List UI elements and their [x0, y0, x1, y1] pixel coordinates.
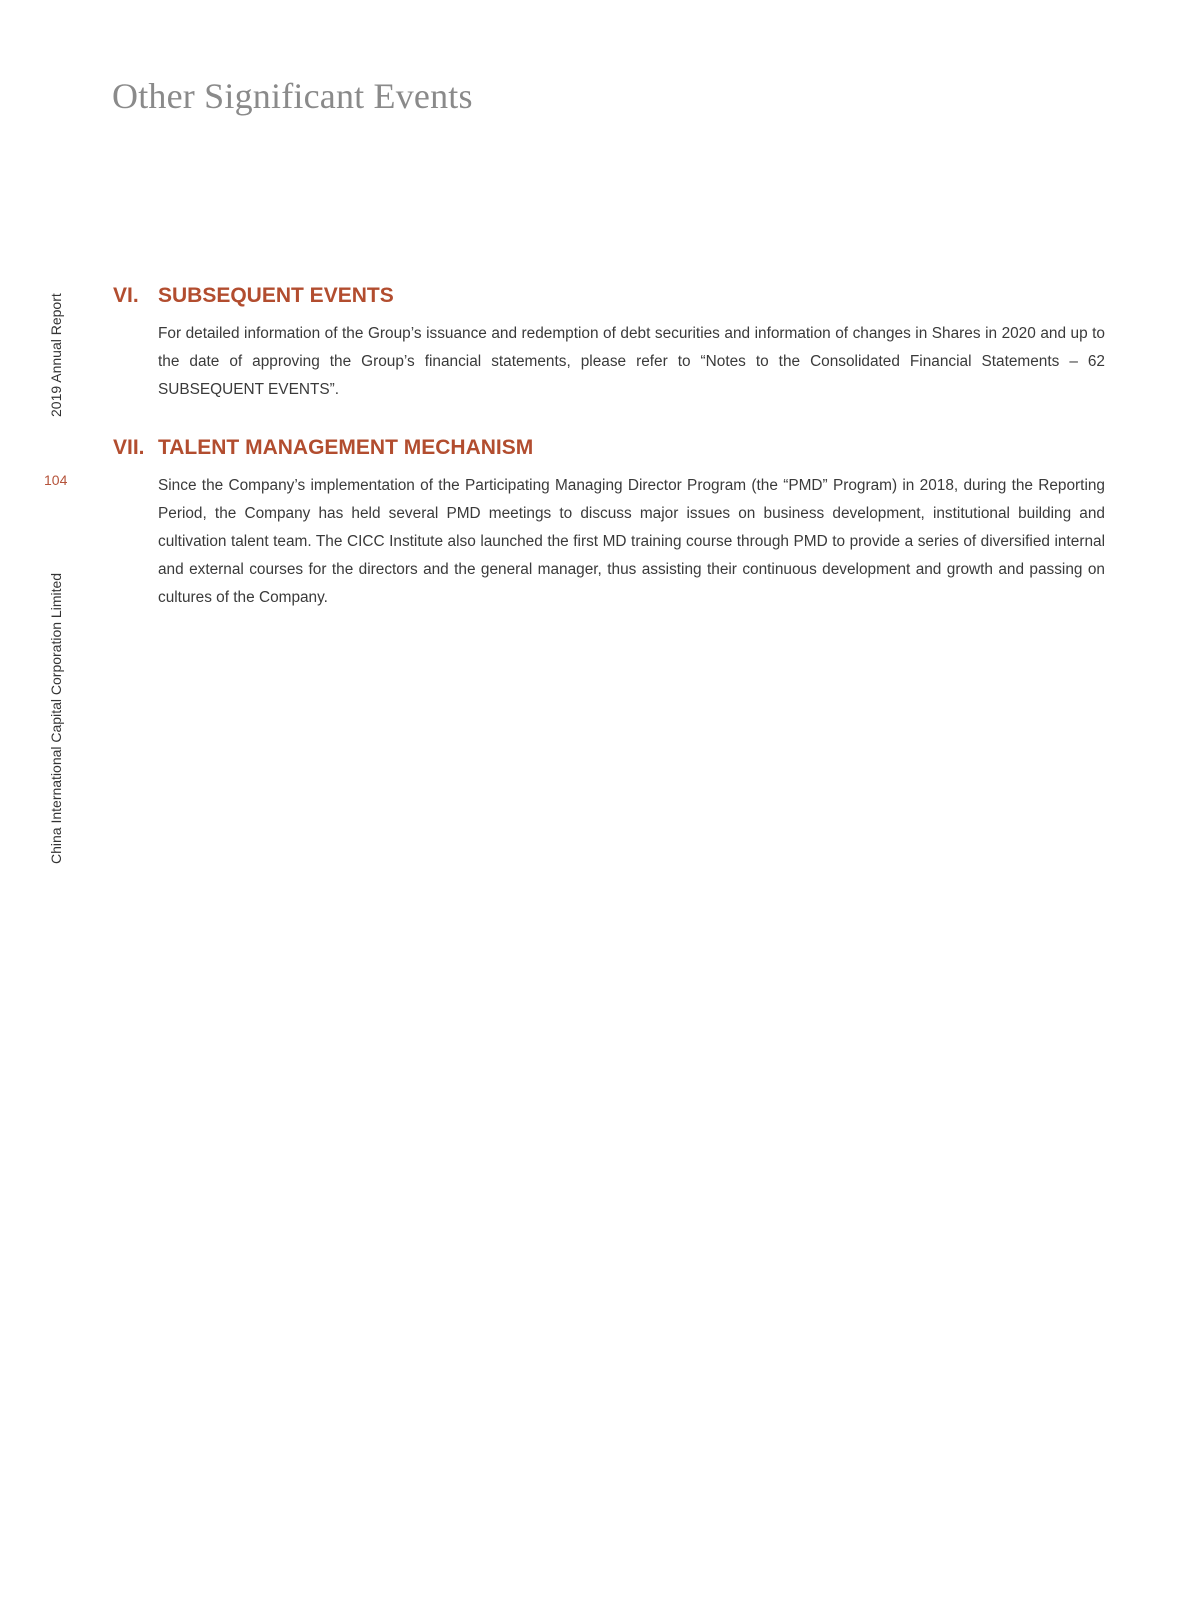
section-title: TALENT MANAGEMENT MECHANISM — [158, 436, 534, 459]
annual-report-label: 2019 Annual Report — [48, 293, 64, 417]
section-title: SUBSEQUENT EVENTS — [158, 284, 394, 307]
section-talent-management — [113, 434, 1105, 612]
page-title: Other Significant Events — [112, 76, 473, 116]
section-number: VI. — [113, 284, 139, 307]
page-number: 104 — [44, 472, 68, 488]
section-body: For detailed information of the Group’s issuance and redemption of debt securities and information of changes in Shares in 2020 and up to the date of approving the Group’s financial statements, please refer to “Notes to the Consolidated Financial Statements – 62 SUBSEQUENT EVENTS”. — [158, 325, 1105, 398]
section-heading — [113, 434, 1105, 462]
section-body: Since the Company’s implementation of the Participating Managing Director Program (the “PMD” Program) in 2018, during the Reporting Period, the Company has held several PMD meetings to discuss major issues on business development, institutional building and cultivation talent team. The CICC Institute also launched the first MD training course through PMD to provide a series of diversified internal and external courses for the directors and the general manager, thus assisting their continuous development and growth and passing on cultures of the Company. — [158, 477, 1105, 606]
side-rail — [0, 0, 100, 900]
company-name-label: China International Capital Corporation Limited — [48, 572, 64, 864]
section-number: VII. — [113, 436, 145, 459]
section-heading — [113, 282, 1105, 310]
section-subsequent-events — [113, 282, 1105, 404]
